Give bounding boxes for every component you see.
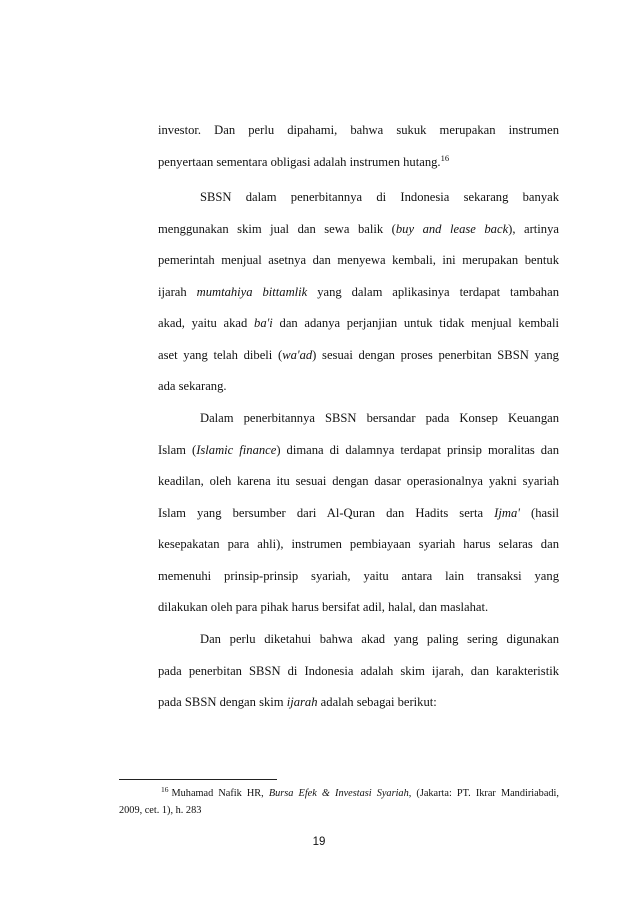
text-line: ijarah mumtahiya bittamlik yang dalam aplikasinya terdapat tambahan <box>158 285 559 299</box>
text-line: keadilan, oleh karena itu sesuai dengan dasar operasionalnya yakni syariah <box>158 474 559 488</box>
footnote-separator <box>119 779 277 780</box>
text-line: menggunakan skim jual dan sewa balik (buy and lease back), artinya <box>158 222 559 236</box>
footnote-number: 16 <box>161 784 169 794</box>
text-line: SBSN dalam penerbitannya di Indonesia sekarang banyak <box>200 190 559 204</box>
page-number: 19 <box>312 836 326 848</box>
text-line: pada penerbitan SBSN di Indonesia adalah skim ijarah, dan karakteristik <box>158 664 559 678</box>
text-line: investor. Dan perlu dipahami, bahwa sukuk merupakan instrumen <box>158 123 559 137</box>
text-line: pada SBSN dengan skim ijarah adalah sebagai berikut: <box>158 695 437 709</box>
footnote-line: $^{16}$ Muhamad Nafik HR, Bursa Efek & Investasi Syariah, (Jakarta: PT. Ikrar Mandiriabadi, <box>161 784 559 799</box>
text-line: Dalam penerbitannya SBSN bersandar pada Konsep Keuangan <box>200 411 559 425</box>
text-line: aset yang telah dibeli (wa'ad) sesuai dengan proses penerbitan SBSN yang <box>158 348 559 362</box>
text-line: akad, yaitu akad ba'i dan adanya perjanjian untuk tidak menjual kembali <box>158 316 559 330</box>
text-line: Islam yang bersumber dari Al-Quran dan Hadits serta Ijma' (hasil <box>158 506 559 520</box>
text-line: memenuhi prinsip-prinsip syariah, yaitu antara lain transaksi yang <box>158 569 559 583</box>
text-line: kesepakatan para ahli), instrumen pembiayaan syariah harus selaras dan <box>158 537 559 551</box>
text-line: dilakukan oleh para pihak harus bersifat adil, halal, dan maslahat. <box>158 600 489 614</box>
text-line: ada sekarang. <box>158 379 227 393</box>
text-line: Islam (Islamic finance) dimana di dalamnya terdapat prinsip moralitas dan <box>158 443 559 457</box>
text-line: pemerintah menjual asetnya dan menyewa kembali, ini merupakan bentuk <box>158 253 559 267</box>
text-line: Dan perlu diketahui bahwa akad yang paling sering digunakan <box>200 632 559 646</box>
text-line: penyertaan sementara obligasi adalah instrumen hutang.$^{16}$ <box>158 152 450 169</box>
footnote-reference: 16 <box>440 152 450 163</box>
footnote-line: 2009, cet. 1), h. 283 <box>119 805 202 816</box>
